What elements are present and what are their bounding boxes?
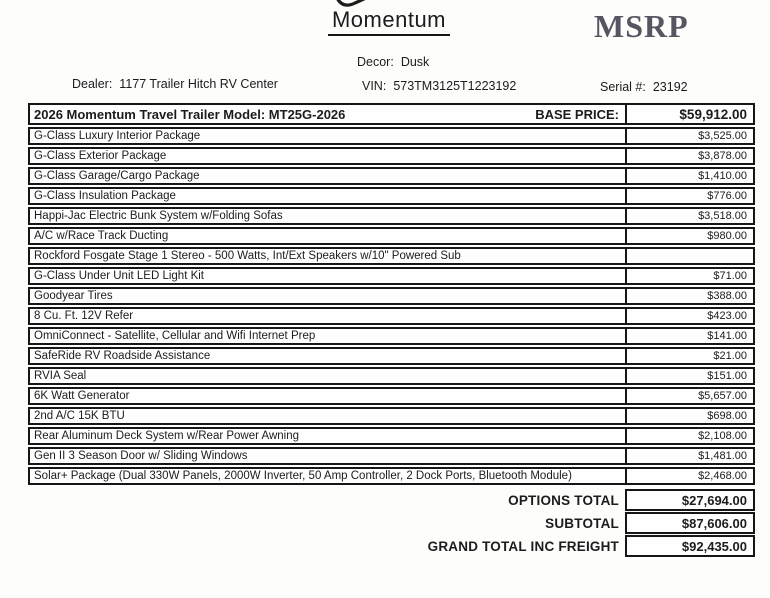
option-price: $2,468.00 xyxy=(625,467,755,485)
total-row xyxy=(28,489,755,511)
option-price: $5,657.00 xyxy=(625,387,755,405)
table-row xyxy=(28,447,755,465)
option-price: $3,878.00 xyxy=(625,147,755,165)
option-price: $3,525.00 xyxy=(625,127,755,145)
dealer-value: 1177 Trailer Hitch RV Center xyxy=(119,77,278,91)
option-price: $698.00 xyxy=(625,407,755,425)
table-row xyxy=(28,467,755,485)
option-price: $71.00 xyxy=(625,267,755,285)
table-row xyxy=(28,367,755,385)
option-description: Happi-Jac Electric Bunk System w/Folding Sofas xyxy=(28,207,627,225)
table-row xyxy=(28,147,755,165)
table-row xyxy=(28,287,755,305)
option-description: A/C w/Race Track Ducting xyxy=(28,227,627,245)
table-row xyxy=(28,407,755,425)
option-description: Gen II 3 Season Door w/ Sliding Windows xyxy=(28,447,627,465)
table-row xyxy=(28,127,755,145)
table-row xyxy=(28,427,755,445)
msrp-label: MSRP xyxy=(594,8,689,44)
option-price: $776.00 xyxy=(625,187,755,205)
option-price: $388.00 xyxy=(625,287,755,305)
decor-value: Dusk xyxy=(400,55,430,69)
table-row xyxy=(28,387,755,405)
total-label: GRAND TOTAL INC FREIGHT xyxy=(427,538,619,554)
option-description: 6K Watt Generator xyxy=(28,387,627,405)
table-row xyxy=(28,247,755,265)
option-description: G-Class Luxury Interior Package xyxy=(28,127,627,145)
vin-line xyxy=(362,79,516,93)
option-description: RVIA Seal xyxy=(28,367,627,385)
option-price: $151.00 xyxy=(625,367,755,385)
option-description: Rockford Fosgate Stage 1 Stereo - 500 Watts, Int/Ext Speakers w/10" Powered Sub xyxy=(28,247,627,265)
brand-title-text: Momentum xyxy=(328,7,450,36)
table-row xyxy=(28,187,755,205)
decor-line xyxy=(357,55,429,69)
total-label: SUBTOTAL xyxy=(545,515,619,531)
table-row xyxy=(28,227,755,245)
table-row xyxy=(28,267,755,285)
option-description: G-Class Insulation Package xyxy=(28,187,627,205)
option-description: 8 Cu. Ft. 12V Refer xyxy=(28,307,627,325)
decor-label: Decor: xyxy=(357,55,394,69)
option-price: $1,481.00 xyxy=(625,447,755,465)
model-title: 2026 Momentum Travel Trailer Model: MT25G-2026 xyxy=(34,106,346,122)
option-price: $3,518.00 xyxy=(625,207,755,225)
option-price: $1,410.00 xyxy=(625,167,755,185)
option-description: Solar+ Package (Dual 330W Panels, 2000W Inverter, 50 Amp Controller, 2 Dock Ports, Bluetooth Module) xyxy=(28,467,627,485)
total-value: $27,694.00 xyxy=(625,489,755,511)
serial-line xyxy=(600,80,688,94)
vin-value: 573TM3125T1223192 xyxy=(393,79,517,93)
option-price: $141.00 xyxy=(625,327,755,345)
table-row xyxy=(28,167,755,185)
option-description: G-Class Under Unit LED Light Kit xyxy=(28,267,627,285)
table-row xyxy=(28,347,755,365)
total-value: $92,435.00 xyxy=(625,535,755,557)
option-description: Goodyear Tires xyxy=(28,287,627,305)
table-header-cell xyxy=(28,103,627,125)
vin-label: VIN: xyxy=(362,79,387,93)
option-price: $2,108.00 xyxy=(625,427,755,445)
option-rows xyxy=(28,127,755,485)
dealer-label: Dealer: xyxy=(72,77,113,91)
option-description: G-Class Exterior Package xyxy=(28,147,627,165)
table-row xyxy=(28,307,755,325)
option-description: OmniConnect - Satellite, Cellular and Wifi Internet Prep xyxy=(28,327,627,345)
dealer-line xyxy=(72,77,278,91)
price-table xyxy=(28,103,755,554)
option-description: G-Class Garage/Cargo Package xyxy=(28,167,627,185)
option-description: 2nd A/C 15K BTU xyxy=(28,407,627,425)
total-row xyxy=(28,535,755,557)
option-price: $21.00 xyxy=(625,347,755,365)
option-price: $423.00 xyxy=(625,307,755,325)
table-row xyxy=(28,327,755,345)
base-price-label: BASE PRICE: xyxy=(535,106,619,122)
base-price-value: $59,912.00 xyxy=(625,103,755,125)
total-value: $87,606.00 xyxy=(625,512,755,534)
option-description: Rear Aluminum Deck System w/Rear Power Awning xyxy=(28,427,627,445)
table-row xyxy=(28,207,755,225)
totals-section xyxy=(28,489,755,558)
total-row xyxy=(28,512,755,534)
option-price xyxy=(625,247,755,265)
option-description: SafeRide RV Roadside Assistance xyxy=(28,347,627,365)
option-price: $980.00 xyxy=(625,227,755,245)
serial-label: Serial #: xyxy=(600,80,646,94)
table-header-row xyxy=(28,103,755,125)
serial-value: 23192 xyxy=(652,80,688,94)
total-label: OPTIONS TOTAL xyxy=(508,492,619,508)
